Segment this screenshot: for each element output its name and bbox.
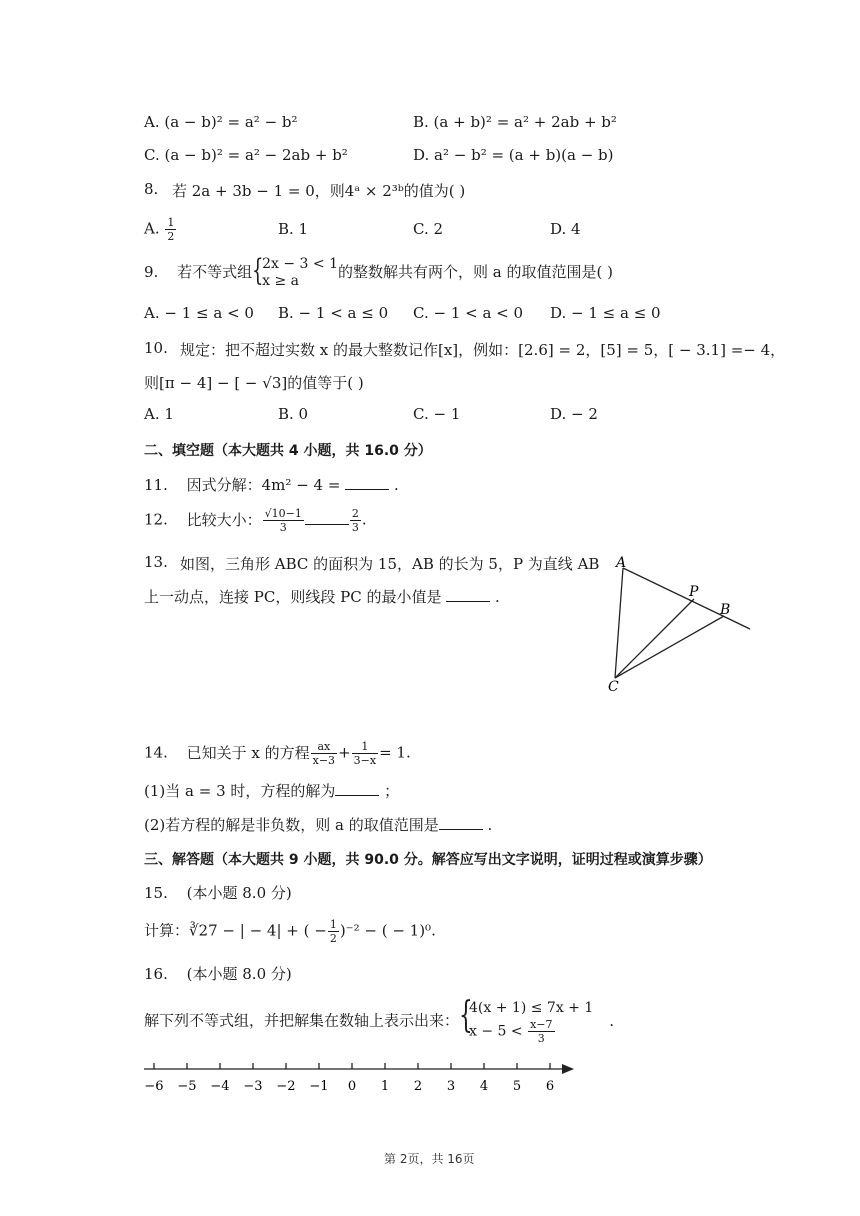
q15-number: 15. xyxy=(144,884,168,902)
q8-option-a-prefix: A. xyxy=(144,219,160,238)
q10-line2: 则[π − 4] − [ − √3]的值等于( ) xyxy=(144,374,364,392)
q12-left-numerator: √10−1 xyxy=(264,507,302,520)
q8-a-denominator: 2 xyxy=(167,230,175,243)
q14-frac2-denominator: 3−x xyxy=(353,754,377,767)
q10-option-d: D. − 2 xyxy=(550,405,598,423)
q13-answer-blank[interactable] xyxy=(446,587,490,602)
q14-part2 xyxy=(144,814,492,835)
number-line-tick-label: −5 xyxy=(177,1079,197,1094)
q15-score: (本小题 8.0 分) xyxy=(186,884,292,902)
q9-row1: 2x − 3 < 1 xyxy=(262,256,338,272)
q14-plus: + xyxy=(338,743,351,762)
q15-fraction xyxy=(328,918,339,945)
q10-option-b: B. 0 xyxy=(278,405,309,423)
q16-row2-fraction xyxy=(528,1018,554,1045)
q8-option-b: B. 1 xyxy=(278,220,309,238)
q11 xyxy=(144,474,399,495)
number-line xyxy=(140,1058,580,1098)
q9-suffix: 的整数解共有两个，则 a 的取值范围是( ) xyxy=(338,263,613,281)
q12-fraction-right xyxy=(350,507,361,534)
q14-frac2-numerator: 1 xyxy=(352,740,378,754)
q14-number: 14. xyxy=(144,743,168,762)
q8-a-numerator: 1 xyxy=(167,216,175,229)
q12-right-denominator: 3 xyxy=(351,521,359,534)
q7-option-d: D. a² − b² = (a + b)(a − b) xyxy=(413,146,614,164)
number-line-tick-label: 2 xyxy=(413,1079,423,1094)
number-line-tick-label: 0 xyxy=(347,1079,357,1094)
q13-line1: 如图，三角形 ABC 的面积为 15，AB 的长为 5，P 为直线 AB xyxy=(180,555,600,573)
q12-right-numerator: 2 xyxy=(351,507,359,520)
page-footer: 第 2页，共 16页 xyxy=(384,1152,475,1166)
number-line-tick-label: −4 xyxy=(210,1079,230,1094)
q10-line1: 规定：把不超过实数 x 的最大整数记作[x]，例如：[2.6] = 2，[5] = 5，[ − 3.1] =− 4， xyxy=(180,341,786,359)
number-line-tick-label: −3 xyxy=(243,1079,263,1094)
number-line-tick-label: −2 xyxy=(276,1079,296,1094)
q15-frac-numerator: 1 xyxy=(329,918,337,931)
q10-number: 10. xyxy=(144,339,168,357)
number-line-tick-label: −1 xyxy=(309,1079,329,1094)
q12-prefix: 比较大小： xyxy=(186,510,262,529)
q11-number: 11. xyxy=(144,476,168,494)
q15-text-end: )⁻² − ( − 1)⁰. xyxy=(339,921,436,940)
q9-row2: x ≥ a xyxy=(262,273,299,289)
q14-prefix: 已知关于 x 的方程 xyxy=(186,743,310,762)
q11-end: . xyxy=(393,476,399,494)
number-line-tick-label: 1 xyxy=(380,1079,390,1094)
q16-inequality-system xyxy=(459,995,594,1045)
segment-pc xyxy=(615,599,694,678)
q13-end: . xyxy=(495,588,500,606)
number-line-ticks xyxy=(144,1063,554,1094)
q16-brace: { xyxy=(459,995,473,1036)
q16-row2 xyxy=(469,1018,593,1045)
q12-fraction-left xyxy=(263,507,304,534)
q16-stem xyxy=(144,995,615,1045)
q14-frac1-numerator: ax xyxy=(311,740,337,754)
number-line-tick-label: −6 xyxy=(144,1079,164,1094)
q8-option-a xyxy=(144,216,177,243)
q14-part2-end: . xyxy=(487,816,493,834)
section-2-heading: 二、填空题（本大题共 4 小题，共 16.0 分） xyxy=(144,443,432,459)
number-line-arrow xyxy=(562,1064,574,1074)
q16-end: . xyxy=(609,1011,615,1030)
q14-part2-text: (2)若方程的解是非负数，则 a 的取值范围是 xyxy=(144,816,439,834)
q9-inequality-system xyxy=(252,253,338,290)
q13-line2: 上一动点，连接 PC，则线段 PC 的最小值是 xyxy=(144,588,442,606)
q7-option-b: B. (a + b)² = a² + 2ab + b² xyxy=(413,113,617,131)
side-ac xyxy=(615,568,623,678)
label-c: C xyxy=(608,679,619,695)
q14 xyxy=(144,740,411,767)
side-bc xyxy=(615,616,724,678)
q14-frac1-denominator: x−3 xyxy=(312,754,336,767)
q9-option-a: A. − 1 ≤ a < 0 xyxy=(144,304,254,322)
q16-row2-prefix: x − 5 < xyxy=(469,1023,523,1040)
q14-part1-blank[interactable] xyxy=(335,781,379,796)
q8-stem: 若 2a + 3b − 1 = 0，则4ᵃ × 2³ᵇ的值为( ) xyxy=(172,182,466,200)
q7-option-a: A. (a − b)² = a² − b² xyxy=(144,113,298,131)
section-3-heading: 三、解答题（本大题共 9 小题，共 90.0 分。解答应写出文字说明，证明过程或演算步骤） xyxy=(144,852,712,868)
q9-prefix: 若不等式组 xyxy=(177,263,253,281)
q15-text: 计算：∛27 − | − 4| + ( − xyxy=(144,921,327,940)
q12-end: . xyxy=(361,510,367,529)
label-p: P xyxy=(689,584,699,600)
q11-answer-blank[interactable] xyxy=(345,475,389,490)
q10-option-a: A. 1 xyxy=(144,405,174,423)
q16-header xyxy=(144,963,292,984)
q8-number: 8. xyxy=(144,180,159,198)
q8-option-c: C. 2 xyxy=(413,220,444,238)
q12-number: 12. xyxy=(144,510,168,529)
q13-number: 13. xyxy=(144,553,168,571)
number-line-tick-label: 5 xyxy=(512,1079,522,1094)
q14-part2-blank[interactable] xyxy=(439,815,483,830)
q15-header xyxy=(144,882,292,903)
q11-text: 因式分解：4m² − 4 = xyxy=(186,476,341,494)
label-b: B xyxy=(720,602,731,618)
q9-option-c: C. − 1 < a < 0 xyxy=(413,304,524,322)
q14-part1-text: (1)当 a = 3 时，方程的解为 xyxy=(144,782,336,800)
q9-brace: { xyxy=(252,253,264,288)
q16-score: (本小题 8.0 分) xyxy=(186,965,292,983)
q9-stem xyxy=(144,253,613,290)
q12 xyxy=(144,507,367,534)
line-ab xyxy=(623,568,750,629)
q14-fraction-1 xyxy=(311,740,337,767)
q12-answer-blank[interactable] xyxy=(305,510,349,525)
number-line-tick-label: 4 xyxy=(479,1079,489,1094)
q9-option-b: B. − 1 < a ≤ 0 xyxy=(278,304,389,322)
q8-option-d: D. 4 xyxy=(550,220,581,238)
q14-fraction-2 xyxy=(352,740,378,767)
number-line-tick-label: 3 xyxy=(446,1079,456,1094)
q14-suffix: = 1. xyxy=(379,743,411,762)
q16-row2-denominator: 3 xyxy=(537,1032,545,1045)
q14-part1-end: ； xyxy=(384,782,400,800)
q13-line2-wrap xyxy=(144,586,500,607)
number-line-tick-label: 6 xyxy=(545,1079,555,1094)
q15-frac-denominator: 2 xyxy=(329,932,337,945)
q16-row1: 4(x + 1) ≤ 7x + 1 xyxy=(469,1000,594,1016)
q10-option-c: C. − 1 xyxy=(413,405,461,423)
q16-prefix: 解下列不等式组，并把解集在数轴上表示出来： xyxy=(144,1011,460,1030)
q16-number: 16. xyxy=(144,965,168,983)
label-a: A xyxy=(616,555,627,571)
triangle-figure xyxy=(600,552,760,697)
q8-option-a-fraction xyxy=(165,216,176,243)
q14-part1 xyxy=(144,780,399,801)
q9-number: 9. xyxy=(144,263,159,281)
q12-left-denominator: 3 xyxy=(279,521,287,534)
q15-expression xyxy=(144,918,436,945)
q9-option-d: D. − 1 ≤ a ≤ 0 xyxy=(550,304,661,322)
q7-option-c: C. (a − b)² = a² − 2ab + b² xyxy=(144,146,348,164)
q16-row2-numerator: x−7 xyxy=(530,1018,553,1031)
